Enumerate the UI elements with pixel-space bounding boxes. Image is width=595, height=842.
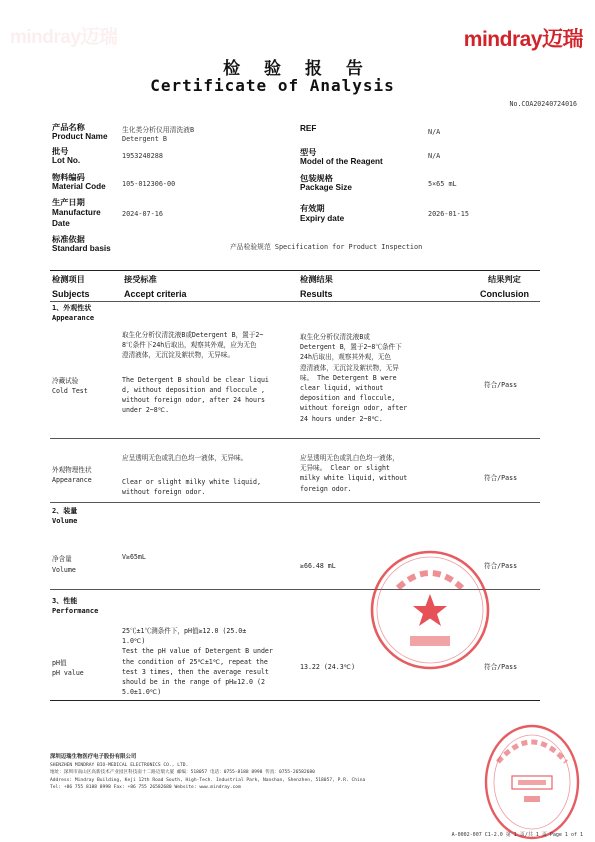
ph-conclusion: 符合/Pass	[484, 663, 518, 671]
manufacture-date-value: 2024-07-16	[122, 210, 163, 218]
criteria-line: without foreign odor, after 24 hours	[122, 396, 265, 405]
result-line: 味。 The Detergent B were	[300, 373, 397, 382]
expiry-label-cn: 有效期	[300, 203, 325, 213]
material-label-cn: 物料编码	[52, 172, 85, 182]
ref-value: N/A	[428, 128, 441, 136]
volume-subject-en: Volume	[52, 566, 76, 574]
criteria-line: 5.0±1.0℃)	[122, 688, 162, 697]
section-3-title-en: Performance	[52, 607, 99, 615]
footer-address-cn: 地址：深圳市南山区高新技术产业园区科技南十二路迈瑞大厦 邮编：518057 电话：0755-8188 8998 传真：0755-26582680	[50, 770, 315, 775]
model-label-en: Model of the Reagent	[300, 157, 383, 166]
cold-test-conclusion: 符合/Pass	[484, 381, 518, 389]
standard-value: 产品检验规范 Specification for Product Inspection	[230, 243, 423, 251]
table-header-rule	[50, 301, 540, 302]
criteria-line: without foreign odor.	[122, 488, 206, 497]
ph-subject-en: pH value	[52, 669, 84, 677]
manufacture-date-label-cn: 生产日期	[52, 197, 85, 207]
cold-test-subject-cn: 冷藏试验	[52, 377, 79, 385]
manufacture-date-label-en-2: Date	[52, 219, 70, 228]
criteria-line: 澄清液体，无沉淀及絮状物，无异味。	[122, 351, 235, 360]
result-line: 应呈透明无色或乳白色均一液体，	[300, 454, 399, 462]
ph-criteria	[122, 626, 273, 697]
col-conclusion-en: Conclusion	[480, 289, 529, 299]
col-subjects-en: Subjects	[52, 289, 90, 299]
lot-label-cn: 批号	[52, 146, 69, 156]
appearance-result	[300, 453, 407, 494]
criteria-line: 8℃条件下24h后取出，观察其外观，应为无色	[122, 341, 257, 350]
manufacture-date-label-en: Manufacture	[52, 208, 101, 217]
result-line: 24h后取出，观察其外观，无色	[300, 353, 392, 362]
product-name-label-cn: 产品名称	[52, 122, 85, 132]
quality-control-stamp	[482, 722, 582, 842]
criteria-line: Test the pH value of Detergent B under	[122, 647, 273, 656]
footer-contact: Tel: +86 755 8188 8998 Fax: +86 755 26582680 Website: www.mindray.com	[50, 785, 241, 790]
result-line: foreign odor.	[300, 484, 352, 493]
criteria-line: The Detergent B should be clear liqui	[122, 375, 269, 384]
appearance-subject-cn: 外观物理性状	[52, 466, 92, 474]
cold-test-subject-en: Cold Test	[52, 387, 88, 395]
footer-block	[50, 754, 365, 792]
col-results-en: Results	[300, 289, 333, 299]
criteria-line: the condition of 25℃±1℃, repeat the	[122, 657, 268, 666]
faint-logo-watermark: mindray迈瑞	[10, 27, 118, 48]
red-company-seal	[368, 548, 492, 672]
company-logo: mindray迈瑞	[463, 28, 583, 51]
result-line: without foreign odor, after	[300, 404, 408, 413]
criteria-line: 取生化分析仪清洗液B或Detergent B，置于2~	[122, 331, 264, 339]
model-value: N/A	[428, 152, 441, 160]
result-line: 24 hours under 2~8℃.	[300, 414, 383, 423]
col-criteria-cn: 接受标准	[124, 274, 157, 284]
volume-subject-cn: 净含量	[52, 555, 72, 563]
criteria-line: 1.0℃)	[122, 637, 146, 646]
product-name-value-en: Detergent B	[122, 135, 168, 143]
result-line: milky white liquid, without	[300, 474, 408, 483]
col-criteria-en: Accept criteria	[124, 289, 187, 299]
criteria-line	[122, 463, 261, 477]
section-2-title-cn: 2、装量	[52, 507, 78, 515]
product-name-label-en: Product Name	[52, 132, 108, 141]
cold-test-criteria	[122, 330, 269, 415]
ph-result: 13.22 (24.3℃)	[300, 663, 356, 671]
criteria-line: Clear or slight milky white liquid,	[122, 478, 261, 487]
criteria-line: d, without deposition and floccule ,	[122, 385, 265, 394]
package-value: 5×65 mL	[428, 180, 457, 188]
report-number: No.COA20240724016	[509, 100, 577, 108]
result-line: Detergent B，置于2~8℃条件下	[300, 343, 402, 352]
result-line: deposition and floccule,	[300, 394, 396, 403]
cold-test-result	[300, 332, 407, 424]
col-conclusion-cn: 结果判定	[488, 274, 521, 284]
section-1-title-cn: 1、外观性状	[52, 304, 92, 312]
criteria-line: should be in the range of pH≥12.0 (2	[122, 678, 265, 687]
material-label-en: Material Code	[52, 182, 106, 191]
section-2-title-en: Volume	[52, 517, 78, 525]
standard-label-cn: 标准依据	[52, 234, 85, 244]
result-line: 无异味。 Clear or slight	[300, 464, 390, 473]
document-title-cn: 检 验 报 告	[223, 59, 372, 79]
volume-result: ≥66.48 mL	[300, 562, 336, 570]
lot-value: 1953240288	[122, 152, 163, 160]
ph-subject-cn: pH值	[52, 659, 67, 667]
col-subjects-cn: 检测项目	[52, 274, 85, 284]
expiry-label-en: Expiry date	[300, 214, 345, 223]
section-1-title-en: Appearance	[52, 314, 95, 322]
row-1-rule	[50, 438, 540, 439]
result-line: clear liquid, without	[300, 384, 384, 393]
lot-label-en: Lot No.	[52, 156, 81, 165]
criteria-line: under 2~8℃.	[122, 406, 170, 415]
appearance-criteria	[122, 453, 261, 498]
criteria-line: 25℃±1℃测条件下，pH值≥12.0 (25.0±	[122, 627, 247, 635]
table-bottom-rule	[50, 700, 540, 701]
footer-company-cn: 深圳迈瑞生物医疗电子股份有限公司	[50, 754, 137, 760]
table-top-rule	[50, 270, 540, 271]
col-results-cn: 检测结果	[300, 274, 333, 284]
volume-criteria: V≥65mL	[122, 553, 146, 561]
package-label-cn: 包装规格	[300, 173, 333, 183]
result-line: 取生化分析仪清洗液B或	[300, 333, 370, 341]
footer-address-en: Address: Mindray Building, Keji 12th Road South, High-Tech. Industrial Park, Nanshan, Shenzhen, 518057, P.R. China	[50, 777, 366, 783]
footer-company-en: SHENZHEN MINDRAY BIO-MEDICAL ELECTRONICS CO., LTD.	[50, 762, 189, 768]
document-title-en: Certificate of Analysis	[150, 76, 395, 95]
material-value: 105-012306-00	[122, 180, 176, 188]
volume-conclusion: 符合/Pass	[484, 562, 518, 570]
row-2-rule	[50, 502, 540, 503]
criteria-line: test 3 times, then the average result	[122, 667, 269, 676]
appearance-conclusion: 符合/Pass	[484, 474, 518, 482]
section-3-title-cn: 3、性能	[52, 597, 78, 605]
result-line: 澄清液体，无沉淀及絮状物，无异	[300, 363, 399, 372]
ref-label: REF	[300, 124, 317, 133]
model-label-cn: 型号	[300, 147, 317, 157]
criteria-line: 应呈透明无色或乳白色均一液体，无异味。	[122, 454, 248, 462]
expiry-value: 2026-01-15	[428, 210, 469, 218]
product-name-value-cn: 生化类分析仪用清洗液B	[122, 126, 195, 134]
appearance-subject-en: Appearance	[52, 476, 92, 484]
package-label-en: Package Size	[300, 183, 352, 192]
page-number: A-0002-007 C1-2.0 第 1 页/共 1 页 Page 1 of 1	[451, 832, 583, 838]
criteria-line	[122, 361, 269, 375]
standard-label-en: Standard basis	[52, 244, 111, 253]
